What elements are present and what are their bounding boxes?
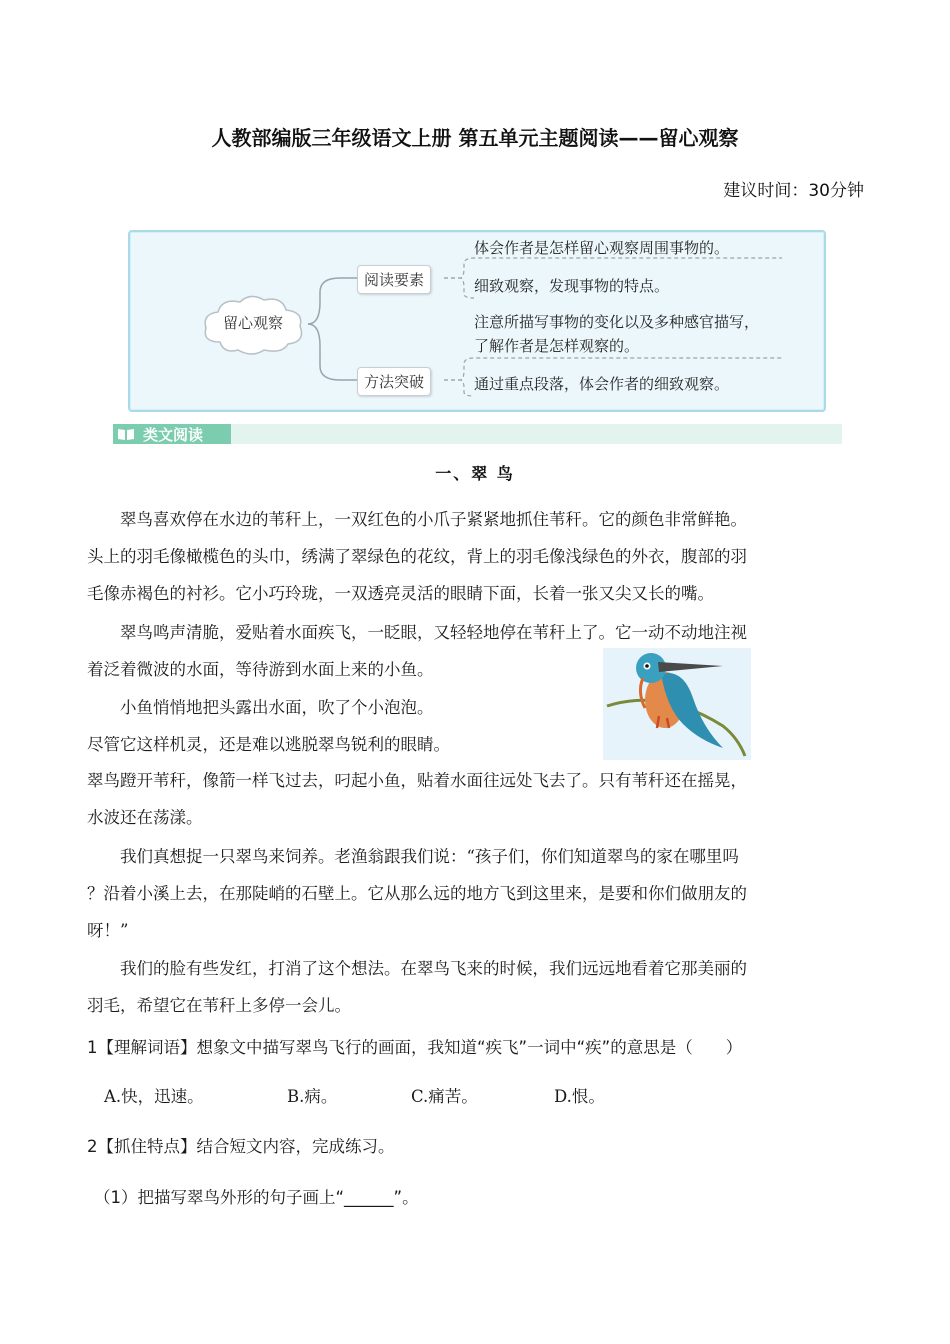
- section-label: 类文阅读: [143, 425, 204, 444]
- kingfisher-illustration: [603, 648, 751, 760]
- branch2-item: 注意所描写事物的变化以及多种感官描写， 了解作者是怎样观察的。: [474, 313, 760, 355]
- q1-option-c: C.痛苦。: [411, 1087, 478, 1106]
- story-line: 尽管它这样机灵，还是难以逃脱翠鸟锐利的眼睛。: [87, 735, 450, 754]
- story-line: 我们真想捉一只翠鸟来饲养。老渔翁跟我们说：“孩子们，你们知道翠鸟的家在哪里吗: [87, 847, 739, 866]
- story-line: 翠鸟喜欢停在水边的苇秆上，一双红色的小爪子紧紧地抓住苇秆。它的颜色非常鲜艳。: [87, 510, 747, 529]
- story-line: 翠鸟蹬开苇秆，像箭一样飞过去，叼起小鱼，贴着水面往远处飞去了。只有苇秆还在摇晃，: [87, 771, 747, 790]
- q1-option-a: A.快，迅速。: [104, 1087, 204, 1106]
- question-2-sub-1: （1）把描写翠鸟外形的句子画上“______”。: [94, 1188, 419, 1207]
- branch1-item: 细致观察，发现事物的特点。: [474, 277, 670, 295]
- book-icon: [117, 427, 135, 441]
- story-line: 毛像赤褐色的衬衫。它小巧玲珑，一双透亮灵活的眼睛下面，长着一张又尖又长的嘴。: [87, 584, 714, 603]
- mindmap: [128, 230, 826, 412]
- story-line: 羽毛，希望它在苇秆上多停一会儿。: [87, 996, 351, 1015]
- story-line: 我们的脸有些发红，打消了这个想法。在翠鸟飞来的时候，我们远远地看着它那美丽的: [87, 959, 747, 978]
- story-line: 着泛着微波的水面，等待游到水面上来的小鱼。: [87, 660, 434, 679]
- question-2: 2【抓住特点】结合短文内容，完成练习。: [87, 1137, 395, 1156]
- suggested-time: 建议时间：30分钟: [723, 181, 864, 201]
- mindmap-center: 留心观察: [222, 314, 283, 332]
- q1-option-b: B.病。: [287, 1087, 338, 1106]
- story-line: 呀！”: [87, 921, 129, 940]
- branch2-item: 通过重点段落，体会作者的细致观察。: [474, 375, 730, 393]
- story-line: ？沿着小溪上去，在那陡峭的石壁上。它从那么远的地方飞到这里来，是要和你们做朋友的: [87, 884, 747, 903]
- story-line: 水波还在荡漾。: [87, 808, 203, 827]
- page-title: 人教部编版三年级语文上册 第五单元主题阅读——留心观察: [211, 126, 739, 150]
- story-line: 翠鸟鸣声清脆，爱贴着水面疾飞，一眨眼，又轻轻地停在苇秆上了。它一动不动地注视: [87, 623, 747, 642]
- story-title: 一、翠 鸟: [435, 464, 515, 483]
- section-badge: [113, 424, 231, 444]
- story-line: 小鱼悄悄地把头露出水面，吹了个小泡泡。: [87, 698, 434, 717]
- story-line: 头上的羽毛像橄榄色的头巾，绣满了翠绿色的花纹，背上的羽毛像浅绿色的外衣，腹部的羽: [87, 547, 747, 566]
- branch1-item: 体会作者是怎样留心观察周围事物的。: [474, 239, 730, 257]
- q1-option-d: D.恨。: [554, 1087, 605, 1106]
- branch-reading-elements: 阅读要素: [357, 265, 431, 294]
- branch-method-breakthrough: 方法突破: [357, 367, 431, 396]
- question-1: 1【理解词语】想象文中描写翠鸟飞行的画面，我知道“疾飞”一词中“疾”的意思是（ ）: [87, 1038, 743, 1057]
- section-bar: [113, 424, 842, 444]
